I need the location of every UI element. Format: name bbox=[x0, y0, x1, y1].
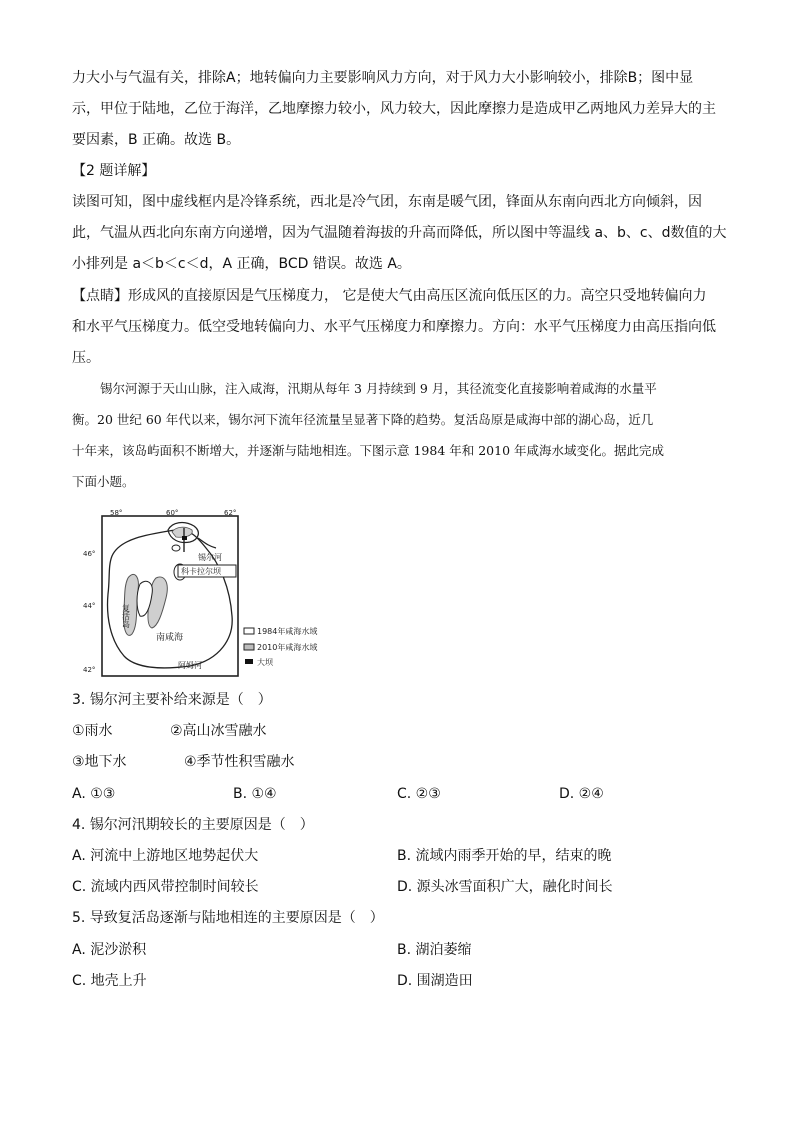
question-3-stem: 3. 锡尔河主要补给来源是（ ） bbox=[72, 692, 272, 708]
choice-item: ③地下水 bbox=[72, 754, 127, 770]
option-d[interactable]: D. ②④ bbox=[559, 786, 604, 802]
q2-detail-paragraph bbox=[72, 187, 727, 280]
choice-item: ④季节性积雪融水 bbox=[184, 754, 295, 770]
small-island bbox=[172, 545, 180, 551]
tips-label: 【点睛】 bbox=[72, 288, 128, 304]
option-d[interactable]: D. 源头冰雪面积广大，融化时间长 bbox=[397, 879, 613, 895]
option-a[interactable]: A. 河流中上游地区地势起伏大 bbox=[72, 848, 259, 864]
q2-detail-heading: 【2 题详解】 bbox=[72, 163, 156, 179]
passage-line: 下面小题。 bbox=[72, 474, 135, 489]
river-line bbox=[198, 538, 216, 548]
aral-sea-map bbox=[80, 508, 340, 680]
explanation-line: 力大小与气温有关，排除A；地转偏向力主要影响风力方向，对于风力大小影响较小，排除B；图中显 bbox=[72, 70, 694, 86]
dam-label: 科卡拉尔坝 bbox=[181, 567, 221, 576]
tips-paragraph bbox=[72, 281, 722, 374]
passage-line: 衡。20 世纪 60 年代以来，锡尔河下流年径流量呈显著下降的趋势。复活岛原是咸海中部的湖心岛，近几 bbox=[72, 412, 654, 427]
option-b[interactable]: B. 流域内雨季开始的早，结束的晚 bbox=[397, 848, 612, 864]
explanation-line: 示，甲位于陆地，乙位于海洋，乙地摩擦力较小，风力较大，因此摩擦力是造成甲乙两地风力差异大的主 bbox=[72, 101, 716, 117]
tips-line: 压。 bbox=[72, 350, 100, 366]
option-a[interactable]: A. 泥沙淤积 bbox=[72, 942, 147, 958]
option-c[interactable]: C. 地壳上升 bbox=[72, 973, 147, 989]
option-b[interactable]: B. ①④ bbox=[233, 786, 277, 802]
legend-swatch-1984 bbox=[244, 628, 254, 634]
legend-label: 1984年咸海水域 bbox=[257, 627, 318, 636]
passage-line: 锡尔河源于天山山脉，注入咸海，汛期从每年 3 月持续到 9 月，其径流变化直接影响着咸海的水量平 bbox=[100, 381, 657, 396]
river-label: 锡尔河 bbox=[198, 553, 222, 562]
option-c[interactable]: C. ②③ bbox=[397, 786, 441, 802]
sea-label: 南咸海 bbox=[156, 633, 184, 643]
question-4-stem: 4. 锡尔河汛期较长的主要原因是（ ） bbox=[72, 817, 314, 833]
lon-label: 62° bbox=[224, 509, 237, 517]
tips-line: 和水平气压梯度力。低空受地转偏向力、水平气压梯度力和摩擦力。方向：水平气压梯度力由高压指向低 bbox=[72, 319, 716, 335]
legend-swatch-dam bbox=[245, 659, 253, 664]
lat-label: 46° bbox=[83, 550, 96, 558]
tips-text: 形成风的直接原因是气压梯度力， 它是使大气由高压区流向低压区的力。高空只受地转偏向力 bbox=[128, 288, 707, 304]
option-d[interactable]: D. 围湖造田 bbox=[397, 973, 473, 989]
legend-label: 大坝 bbox=[257, 658, 273, 667]
dam-marker bbox=[182, 536, 187, 540]
passage-line: 十年来，该岛屿面积不断增大，并逐渐与陆地相连。下图示意 1984 年和 2010 年咸海水域变化。据此完成 bbox=[72, 443, 665, 458]
lat-label: 42° bbox=[83, 666, 96, 674]
map-svg bbox=[80, 508, 340, 680]
option-a[interactable]: A. ①③ bbox=[72, 786, 116, 802]
north-sea-2010 bbox=[172, 527, 192, 537]
lon-label: 60° bbox=[166, 509, 179, 517]
lon-label: 58° bbox=[110, 509, 123, 517]
island-label: 复活岛 bbox=[121, 604, 131, 628]
legend-swatch-2010 bbox=[244, 644, 254, 650]
lat-label: 44° bbox=[83, 602, 96, 610]
explanation-paragraph-1 bbox=[72, 63, 722, 156]
option-c[interactable]: C. 流域内西风带控制时间较长 bbox=[72, 879, 259, 895]
choice-item: ①雨水 bbox=[72, 723, 113, 739]
detail-line: 此，气温从西北向东南方向递增，因为气温随着海拔的升高而降低，所以图中等温线 a、b、c、d数值的大 bbox=[72, 225, 727, 241]
question-5-stem: 5. 导致复活岛逐渐与陆地相连的主要原因是（ ） bbox=[72, 910, 384, 926]
explanation-line: 要因素，B 正确。故选 B。 bbox=[72, 132, 241, 148]
reading-passage bbox=[72, 373, 726, 497]
legend-label: 2010年咸海水域 bbox=[257, 643, 318, 652]
detail-line: 小排列是 a＜b＜c＜d，A 正确，BCD 错误。故选 A。 bbox=[72, 256, 411, 272]
choice-item: ②高山冰雪融水 bbox=[170, 723, 267, 739]
tips-first-line bbox=[72, 281, 722, 312]
detail-line: 读图可知，图中虚线框内是冷锋系统，西北是冷气团，东南是暖气团，锋面从东南向西北方向倾斜，因 bbox=[72, 194, 702, 210]
delta-label: 阿姆河 bbox=[178, 661, 202, 670]
option-b[interactable]: B. 湖泊萎缩 bbox=[397, 942, 472, 958]
